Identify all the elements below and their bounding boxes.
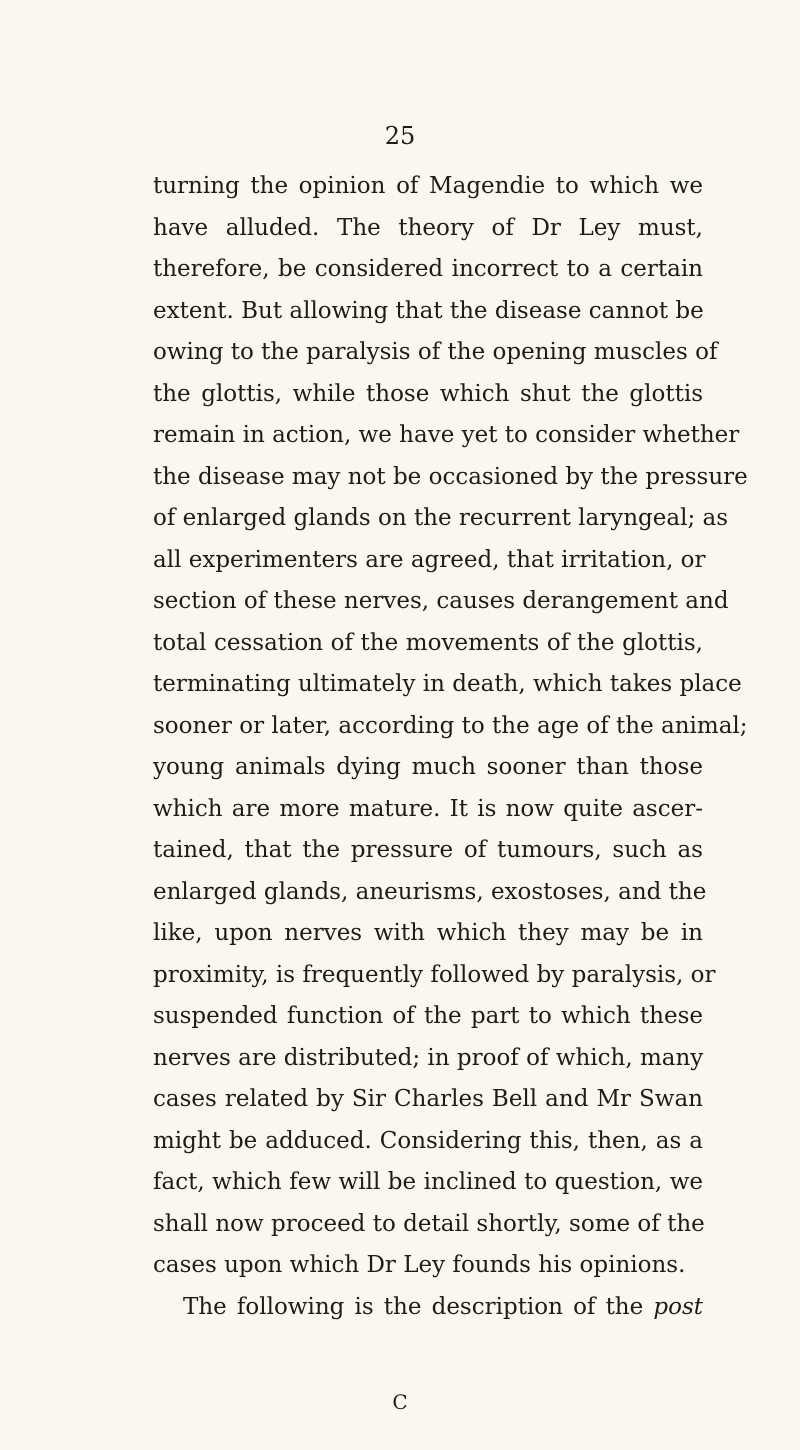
final-line-italic: post: [653, 1293, 704, 1320]
text-line: the disease may not be occasioned by the pressure: [153, 463, 748, 490]
text-line: section of these nerves, causes derangement and: [153, 588, 729, 614]
final-line-text: The following is the description of the: [183, 1293, 644, 1320]
text-line: owing to the paralysis of the opening muscles of: [153, 339, 718, 365]
text-line: shall now proceed to detail shortly, some of the: [153, 1210, 705, 1237]
text-line: nerves are distributed; in proof of which, many: [153, 1044, 704, 1071]
text-line: enlarged glands, aneurisms, exostoses, and the: [153, 878, 707, 905]
text-line: of enlarged glands on the recurrent laryngeal; as: [153, 505, 729, 531]
text-line: cases related by Sir Charles Bell and Mr Swan: [153, 1086, 703, 1112]
text-line: therefore, be considered incorrect to a certain: [153, 256, 703, 282]
text-line: fact, which few will be inclined to question, we: [153, 1169, 703, 1195]
text-line: total cessation of the movements of the glottis,: [153, 629, 703, 656]
signature-mark: C: [392, 1390, 408, 1414]
text-line: cases upon which Dr Ley founds his opinions.: [153, 1252, 686, 1278]
text-line: young animals dying much sooner than those: [153, 754, 703, 780]
text-line: sooner or later, according to the age of the animal;: [153, 712, 748, 739]
text-line: tained, that the pressure of tumours, such as: [153, 837, 703, 863]
text-line: proximity, is frequently followed by paralysis, or: [153, 961, 716, 988]
page-number: 25: [384, 122, 416, 150]
text-line: turning the opinion of Magendie to which we: [153, 173, 703, 199]
text-line: the glottis, while those which shut the glottis: [153, 380, 703, 407]
final-text-line: [153, 1287, 703, 1329]
text-line: might be adduced. Considering this, then, as a: [153, 1127, 703, 1154]
text-line: remain in action, we have yet to consider whether: [153, 422, 740, 448]
text-line: terminating ultimately in death, which takes place: [153, 671, 742, 697]
body-text: [153, 166, 748, 1328]
text-line: suspended function of the part to which these: [153, 1003, 703, 1029]
text-line: which are more mature. It is now quite ascer-: [153, 795, 703, 822]
text-line: all experimenters are agreed, that irritation, or: [153, 546, 706, 573]
text-line: extent. But allowing that the disease cannot be: [153, 297, 704, 324]
text-line: like, upon nerves with which they may be in: [153, 920, 703, 946]
text-line: have alluded. The theory of Dr Ley must,: [153, 214, 703, 241]
